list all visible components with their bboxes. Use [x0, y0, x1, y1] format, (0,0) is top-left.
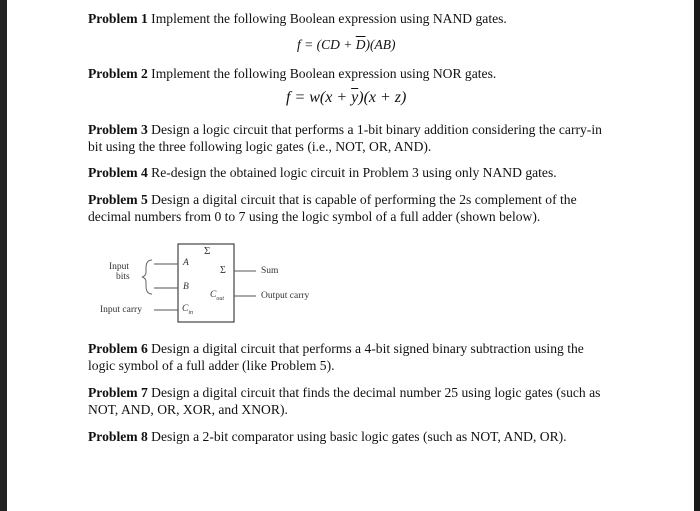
problem-7-text: Design a digital circuit that finds the decimal number 25 using logic gates (such as NOT, AND, OR, XOR, and XNOR).	[88, 385, 601, 417]
problem-8-title: Problem 8	[88, 429, 148, 444]
problem-6-title: Problem 6	[88, 341, 148, 356]
sum-label: Sum	[261, 266, 279, 276]
problem-6-text: Design a digital circuit that performs a 4-bit signed binary subtraction using the logic symbol of a full adder (like Problem 5).	[88, 341, 584, 373]
carry-in-label: $C_{in}$	[182, 304, 194, 316]
y-bar: $\overline{y}$	[351, 89, 359, 106]
carry-out-label: $C_{out}$	[210, 290, 225, 302]
problem-1-equation: $f = (CD + \overline{D})(AB)$	[297, 37, 396, 52]
output-carry-label: Output carry	[261, 291, 310, 301]
problem-5-text: Design a digital circuit that is capable of performing the 2s complement of the decimal numbers from 0 to 7 using the logic symbol of a full adder (shown below).	[88, 192, 577, 224]
problem-2-title: Problem 2	[88, 66, 148, 81]
problem-1	[88, 10, 628, 27]
problem-8	[88, 428, 628, 445]
problem-8-text: Design a 2-bit comparator using basic logic gates (such as NOT, AND, OR).	[147, 429, 567, 444]
full-adder-lines	[96, 240, 336, 330]
problem-5	[88, 191, 598, 225]
problem-4-title: Problem 4	[88, 165, 148, 180]
problem-1-title: Problem 1	[88, 11, 148, 26]
problem-1-text: Implement the following Boolean expression using NAND gates.	[147, 11, 507, 26]
input-brace	[142, 260, 152, 294]
input-carry-label: Input carry	[100, 305, 142, 315]
problem-2-equation: $f = w(x + \overline{y})(x + z)$	[286, 89, 407, 106]
problem-2	[88, 65, 628, 82]
input-b-label: B	[183, 282, 189, 292]
sigma-mid: Σ	[220, 265, 226, 276]
problem-7-title: Problem 7	[88, 385, 148, 400]
problem-3	[88, 121, 618, 155]
problem-6	[88, 340, 608, 374]
input-a-label: A	[183, 258, 189, 268]
input-bits-label-2: bits	[116, 272, 130, 282]
problem-5-title: Problem 5	[88, 192, 148, 207]
problem-4-text: Re-design the obtained logic circuit in Problem 3 using only NAND gates.	[147, 165, 557, 180]
right-border	[694, 0, 700, 511]
problem-2-text: Implement the following Boolean expression using NOR gates.	[147, 66, 497, 81]
problem-3-title: Problem 3	[88, 122, 148, 137]
sigma-top: Σ	[204, 245, 211, 257]
problem-7	[88, 384, 613, 418]
problem-4	[88, 164, 628, 181]
problem-3-text: Design a logic circuit that performs a 1-bit binary addition considering the carry-in bit using the three following logic gates (i.e., NOT, OR, AND).	[88, 122, 602, 154]
full-adder-diagram	[96, 240, 336, 330]
left-border	[0, 0, 7, 511]
input-bits-label-1: Input	[109, 262, 130, 272]
d-bar: $\overline{D}$	[355, 37, 366, 52]
